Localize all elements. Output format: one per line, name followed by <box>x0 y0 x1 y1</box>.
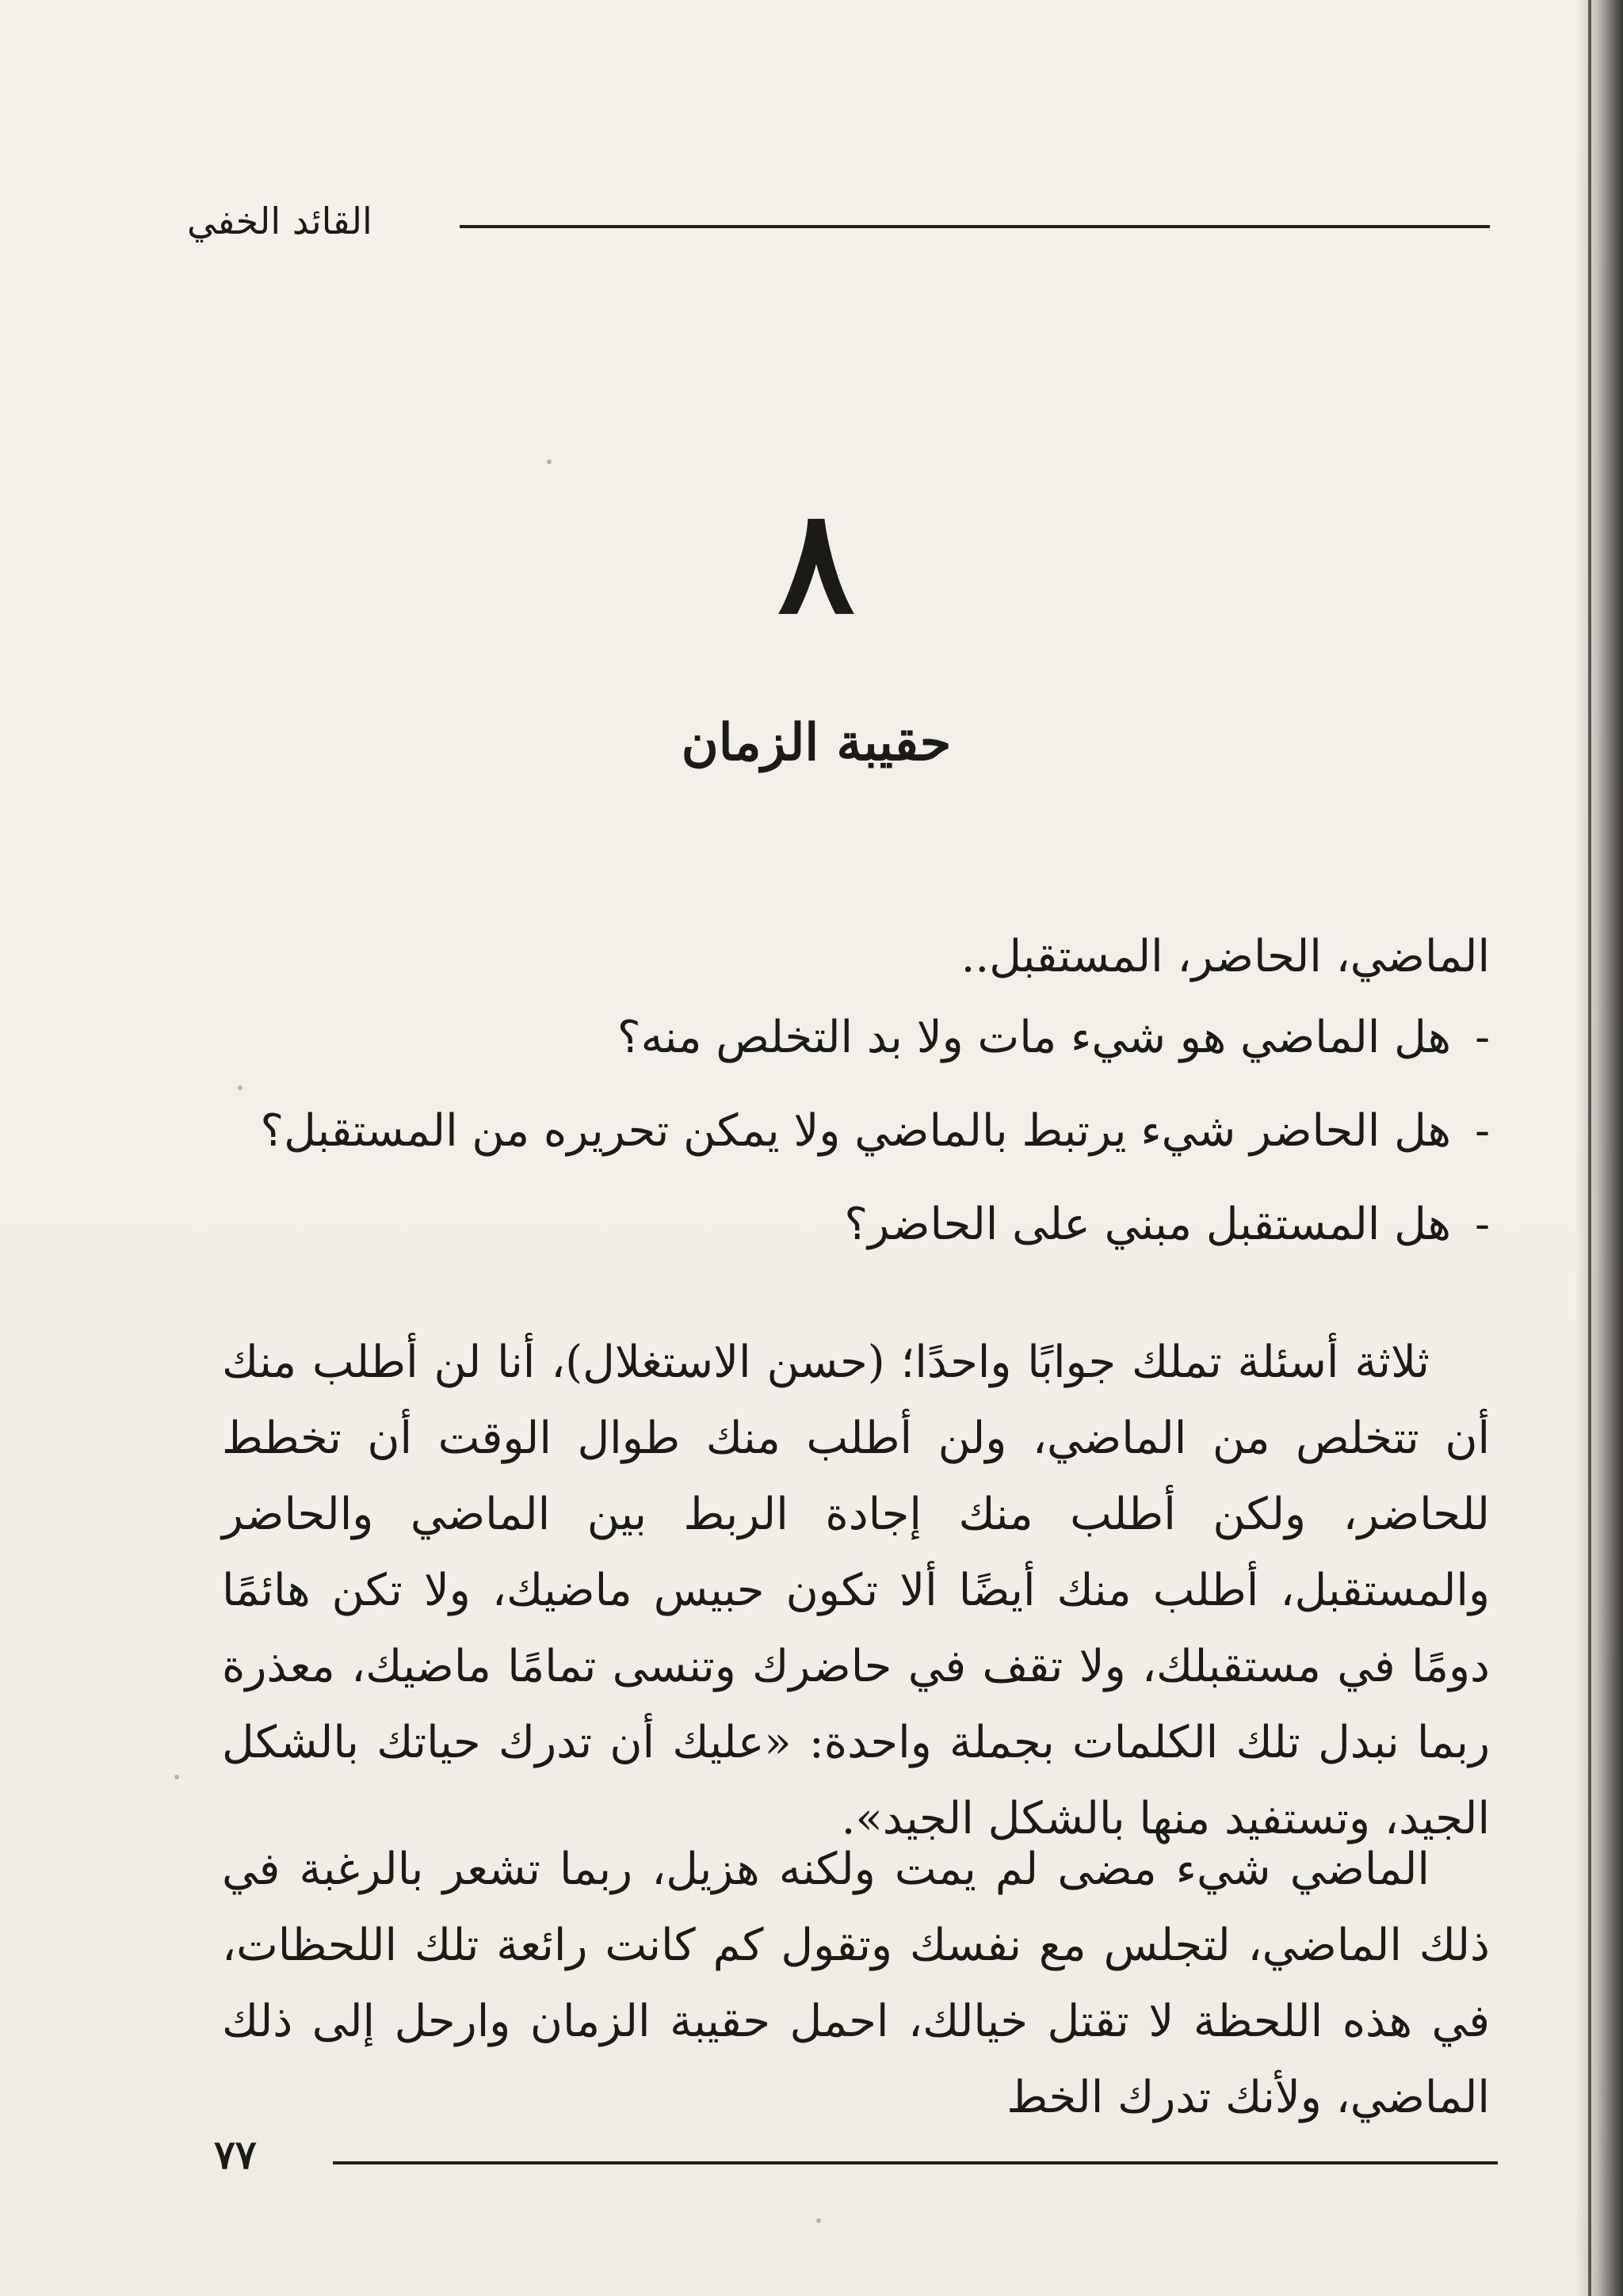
page-number: ٧٧ <box>214 2131 257 2178</box>
question-list <box>222 1000 1490 1280</box>
list-item-text: هل الحاضر شيء يرتبط بالماضي ولا يمكن تحريره من المستقبل؟ <box>260 1105 1452 1157</box>
list-item-text: هل المستقبل مبني على الحاضر؟ <box>844 1199 1452 1250</box>
paragraph <box>222 1325 1490 1857</box>
paragraph-text: الماضي شيء مضى لم يمت ولكنه هزيل، ربما تشعر بالرغبة في ذلك الماضي، لتجلس مع نفسك وتقول كم كانت رائعة تلك اللحظات، في هذه اللحظة لا تقتل خيالك، احمل حقيبة الزمان وارحل إلى ذلك الماضي، ولأنك تدرك الخط <box>222 1844 1490 2123</box>
paragraph-text: ثلاثة أسئلة تملك جوابًا واحدًا؛ (حسن الاستغلال)، أنا لن أطلب منك أن تتخلص من الماضي، ولن أطلب منك طوال الوقت أن تخطط للحاضر، ولكن أطلب منك إجادة الربط بين الماضي والحاضر والمستقبل، أطلب منك أيضًا ألا تكون حبيس ماضيك، ولا تكن هائمًا دومًا في مستقبلك، ولا تقف في حاضرك وتنسى تمامًا ماضيك، معذرة ربما نبدل تلك الكلمات بجملة واحدة: «عليك أن تدرك حياتك بالشكل الجيد، وتستفيد منها بالشكل الجيد». <box>222 1337 1490 1844</box>
page-edge-line <box>1588 0 1591 2296</box>
header-rule <box>460 225 1490 228</box>
paper-speck <box>547 460 552 464</box>
list-item-text: هل الماضي هو شيء مات ولا بد التخلص منه؟ <box>617 1012 1452 1063</box>
list-item <box>222 1093 1490 1187</box>
running-header-title: القائد الخفي <box>187 200 372 242</box>
paper-speck <box>174 1775 179 1779</box>
chapter-title: حقيبة الزمان <box>681 713 952 772</box>
dash-marker: - <box>1475 1105 1490 1157</box>
paper-speck <box>816 2218 821 2223</box>
lead-line: الماضي، الحاضر، المستقبل.. <box>960 931 1490 982</box>
spine-shadow <box>1575 0 1623 2296</box>
paper-speck <box>238 1085 242 1090</box>
dash-marker: - <box>1475 1199 1490 1250</box>
footer-rule <box>333 2161 1498 2164</box>
chapter-number: ٨ <box>777 479 855 646</box>
list-item <box>222 1000 1490 1093</box>
paragraph <box>222 1832 1490 2136</box>
list-item <box>222 1187 1490 1280</box>
dash-marker: - <box>1475 1012 1490 1063</box>
